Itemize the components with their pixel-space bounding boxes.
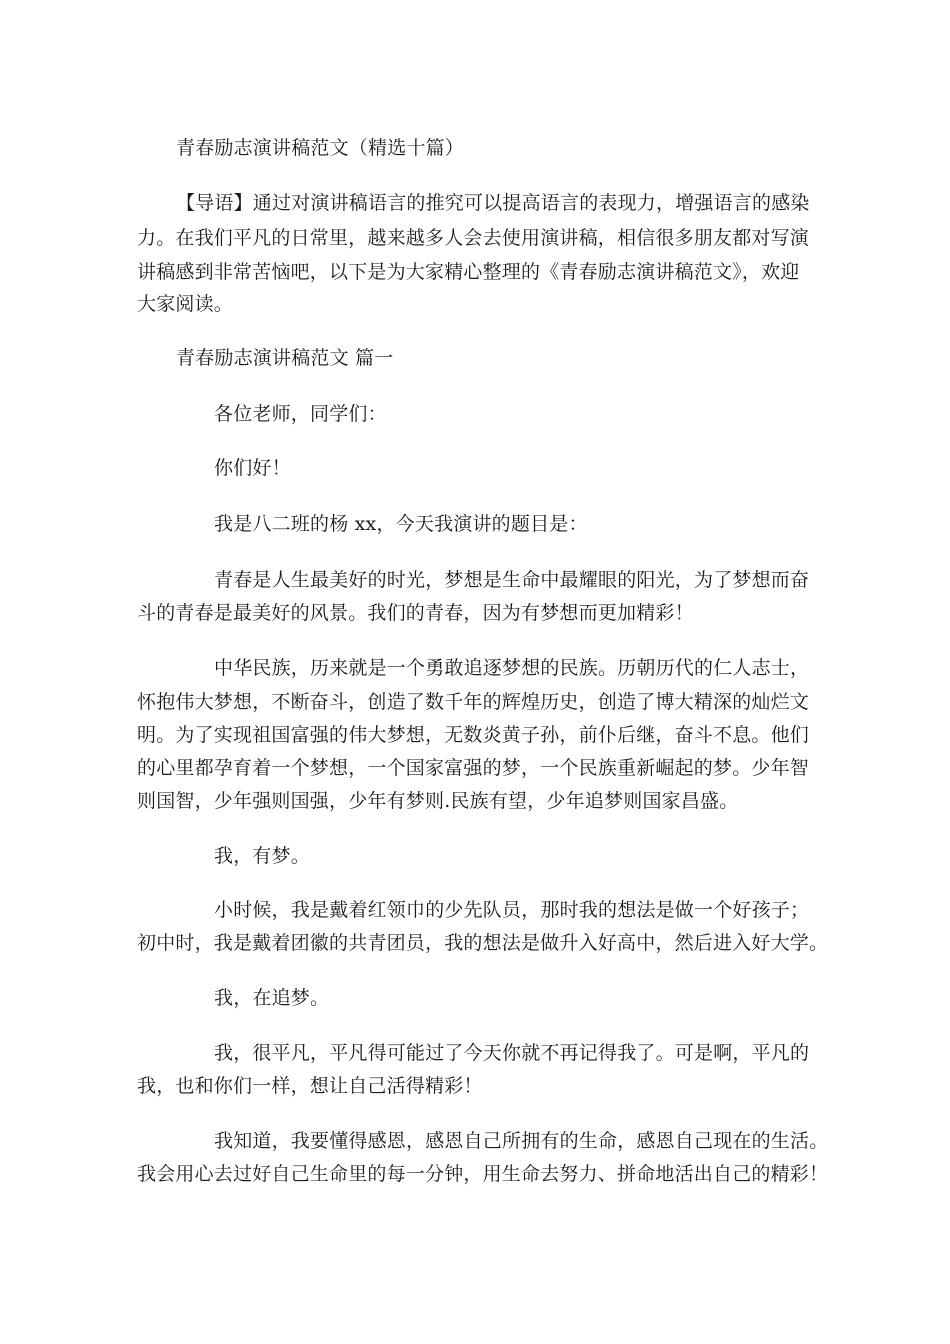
hello-line: 你们好！ [214,457,291,479]
paragraph-line: 中华民族，历来就是一个勇敢追逐梦想的民族。历朝历代的仁人志士， [214,657,810,679]
paragraph-line: 我知道，我要懂得感恩，感恩自己所拥有的生命，感恩自己现在的生活。 [214,1130,829,1152]
paragraph-3: 我，有梦。 [214,845,311,867]
paragraph-line: 则国智，少年强则国强，少年有梦则.民族有望，少年追梦则国家昌盛。 [137,790,739,812]
paragraph-line: 青春是人生最美好的时光，梦想是生命中最耀眼的阳光，为了梦想而奋 [214,569,810,591]
paragraph-5: 我，在追梦。 [214,987,330,1009]
paragraph-line: 我会用心去过好自己生命里的每一分钟，用生命去努力、拼命地活出自己的精彩！ [137,1163,829,1185]
paragraph-line: 明。为了实现祖国富强的伟大梦想，无数炎黄子孙，前仆后继，奋斗不息。他们 [137,724,810,746]
paragraph-line: 我，很平凡，平凡得可能过了今天你就不再记得我了。可是啊，平凡的 [214,1042,810,1064]
intro-line: 讲稿感到非常苦恼吧，以下是为大家精心整理的《青春励志演讲稿范文》，欢迎 [137,261,800,283]
intro-line: 力。在我们平凡的日常里，越来越多人会去使用演讲稿，相信很多朋友都对写演 [137,227,810,249]
paragraph-line: 怀抱伟大梦想，不断奋斗，创造了数千年的辉煌历史，创造了博大精深的灿烂文 [137,691,810,713]
paragraph-line: 的心里都孕育着一个梦想，一个国家富强的梦，一个民族重新崛起的梦。少年智 [137,757,810,779]
greeting: 各位老师，同学们： [214,403,387,425]
document-title: 青春励志演讲稿范文（精选十篇） [176,137,465,159]
intro-line: 【导语】通过对演讲稿语言的推究可以提高语言的表现力，增强语言的感染 [176,192,810,214]
paragraph-line: 我，也和你们一样，想让自己活得精彩！ [137,1075,483,1097]
intro-line: 大家阅读。 [137,293,234,315]
section-title: 青春励志演讲稿范文 篇一 [176,347,394,369]
paragraph-line: 斗的青春是最美好的风景。我们的青春，因为有梦想而更加精彩！ [137,602,694,624]
paragraph-line: 小时候，我是戴着红领巾的少先队员，那时我的想法是做一个好孩子； [214,899,810,921]
self-intro: 我是八二班的杨 xx，今天我演讲的题目是： [214,513,588,535]
paragraph-line: 初中时，我是戴着团徽的共青团员，我的想法是做升入好高中，然后进入好大学。 [137,932,829,954]
